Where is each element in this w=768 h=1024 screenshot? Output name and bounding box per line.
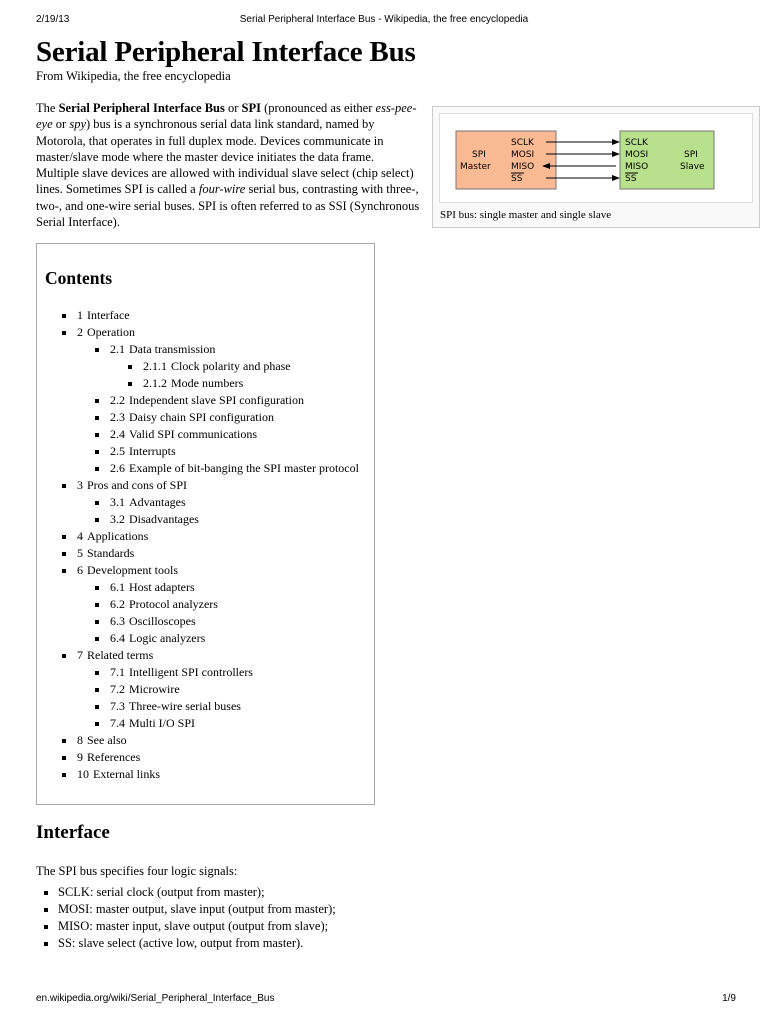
list-item: MOSI: master output, slave input (output from master); [36, 901, 336, 918]
toc-label: Logic analyzers [129, 631, 206, 645]
toc-item [37, 307, 374, 324]
master-label-spi: SPI [472, 150, 486, 160]
toc-number: 6.3 [110, 614, 125, 628]
toc-number: 1 [77, 308, 83, 322]
toc-number: 3.2 [110, 512, 125, 526]
print-header [0, 6, 768, 26]
toc-item [37, 698, 374, 715]
toc-link[interactable] [110, 512, 199, 526]
toc-link[interactable] [110, 393, 304, 407]
toc-label: Advantages [129, 495, 186, 509]
toc-number: 2.4 [110, 427, 125, 441]
ss-arrowhead-icon [612, 175, 620, 181]
toc-number: 10 [77, 767, 89, 781]
toc-item [37, 528, 374, 545]
toc-number: 6 [77, 563, 83, 577]
lead-paragraph [36, 100, 420, 230]
list-item: SCLK: serial clock (output from master); [36, 884, 336, 901]
slave-label-slave: Slave [680, 162, 705, 172]
toc-label: Independent slave SPI configuration [129, 393, 304, 407]
sclk-arrowhead-icon [612, 139, 620, 145]
toc-item [37, 613, 374, 630]
toc-label: See also [87, 733, 127, 747]
toc-label: Host adapters [129, 580, 195, 594]
toc-item [37, 341, 374, 358]
toc-item [37, 664, 374, 681]
toc-number: 2.1 [110, 342, 125, 356]
lead-text: The [36, 101, 59, 115]
toc-label: Valid SPI communications [129, 427, 257, 441]
list-item: MISO: master input, slave output (output from slave); [36, 918, 336, 935]
toc-link[interactable] [110, 716, 195, 730]
slave-pin-miso: MISO [625, 162, 649, 172]
toc-link[interactable] [110, 342, 215, 356]
toc-link[interactable] [77, 733, 127, 747]
lead-pronunciation: ess-pee-eye [36, 101, 417, 132]
slave-pin-ss: SS [625, 174, 637, 184]
table-of-contents [36, 243, 375, 805]
slave-pin-mosi: MOSI [625, 150, 649, 160]
toc-label: Interface [87, 308, 130, 322]
toc-number: 7.3 [110, 699, 125, 713]
toc-number: 3 [77, 478, 83, 492]
toc-label: Applications [87, 529, 149, 543]
toc-label: Pros and cons of SPI [87, 478, 188, 492]
spi-diagram-svg [440, 114, 752, 202]
toc-link[interactable] [110, 580, 195, 594]
figure-caption: SPI bus: single master and single slave [440, 209, 612, 221]
lead-text: serial bus, contrasting with three-, two-, and one-wire serial buses. SPI is often referred to as SSI (Synchronous Serial Interface). [36, 182, 420, 230]
toc-label: Clock polarity and phase [171, 359, 291, 373]
master-label-master: Master [460, 162, 491, 172]
toc-link[interactable] [110, 665, 253, 679]
toc-item [37, 375, 374, 392]
toc-item [37, 562, 374, 579]
lead-italic-term: four-wire [198, 182, 246, 197]
lead-bold-abbrev: SPI [241, 101, 261, 115]
toc-item [37, 477, 374, 494]
toc-item [37, 358, 374, 375]
toc-label: Intelligent SPI controllers [129, 665, 253, 679]
toc-item [37, 511, 374, 528]
master-pin-miso: MISO [511, 162, 535, 172]
slave-pin-sclk: SCLK [625, 138, 648, 148]
toc-item [37, 460, 374, 477]
master-pin-sclk: SCLK [511, 138, 534, 148]
toc-item [37, 766, 374, 783]
toc-link[interactable] [77, 308, 130, 322]
mosi-arrowhead-icon [612, 151, 620, 157]
lead-bold-term: Serial Peripheral Interface Bus [58, 101, 225, 115]
toc-link[interactable] [77, 648, 153, 662]
toc-number: 7 [77, 648, 83, 662]
toc-number: 2.1.1 [143, 359, 167, 373]
figure-thumbnail [432, 106, 760, 228]
section-heading-interface: Interface [36, 822, 110, 843]
print-page-number: 1/9 [722, 993, 736, 1004]
toc-label: Development tools [87, 563, 178, 577]
toc-item [37, 596, 374, 613]
toc-link[interactable] [110, 444, 176, 458]
toc-number: 9 [77, 750, 83, 764]
toc-label: References [87, 750, 141, 764]
toc-item [37, 494, 374, 511]
toc-number: 7.1 [110, 665, 125, 679]
toc-link[interactable] [110, 410, 274, 424]
toc-link[interactable] [77, 563, 178, 577]
toc-number: 6.4 [110, 631, 125, 645]
toc-link[interactable] [110, 427, 257, 441]
master-pin-ss: SS [511, 174, 523, 184]
toc-item [37, 630, 374, 647]
print-url: en.wikipedia.org/wiki/Serial_Peripheral_Interface_Bus [36, 993, 275, 1004]
slave-label-spi: SPI [684, 150, 698, 160]
toc-link[interactable] [77, 325, 135, 339]
toc-item [37, 681, 374, 698]
toc-number: 6.2 [110, 597, 125, 611]
print-footer [0, 993, 768, 1011]
toc-link[interactable] [77, 478, 187, 492]
toc-item [37, 545, 374, 562]
toc-item [37, 392, 374, 409]
toc-item [37, 715, 374, 732]
toc-list [37, 307, 374, 783]
signal-list [36, 884, 336, 952]
toc-link[interactable] [77, 546, 134, 560]
toc-label: Daisy chain SPI configuration [129, 410, 274, 424]
lead-text: or [224, 101, 242, 115]
toc-label: Standards [87, 546, 135, 560]
toc-number: 2.1.2 [143, 376, 167, 390]
toc-heading: Contents [45, 268, 113, 288]
toc-number: 7.4 [110, 716, 125, 730]
toc-label: External links [93, 767, 160, 781]
section-intro: The SPI bus specifies four logic signals: [36, 864, 238, 878]
toc-item [37, 749, 374, 766]
toc-number: 2.5 [110, 444, 125, 458]
toc-link[interactable] [77, 750, 140, 764]
toc-item [37, 647, 374, 664]
master-box [456, 131, 556, 189]
toc-label: Three-wire serial buses [129, 699, 241, 713]
toc-label: Multi I/O SPI [129, 716, 196, 730]
toc-label: Microwire [129, 682, 180, 696]
toc-item [37, 579, 374, 596]
toc-link[interactable] [110, 597, 218, 611]
toc-number: 2.3 [110, 410, 125, 424]
toc-link[interactable] [143, 376, 243, 390]
toc-link[interactable] [110, 699, 241, 713]
toc-label: Oscilloscopes [129, 614, 196, 628]
toc-link[interactable] [110, 614, 196, 628]
toc-label: Data transmission [129, 342, 216, 356]
toc-link[interactable] [77, 529, 148, 543]
toc-label: Disadvantages [129, 512, 199, 526]
toc-item [37, 443, 374, 460]
toc-number: 2 [77, 325, 83, 339]
toc-label: Protocol analyzers [129, 597, 218, 611]
toc-label: Mode numbers [171, 376, 244, 390]
toc-item [37, 426, 374, 443]
spi-diagram[interactable] [439, 113, 753, 203]
toc-number: 7.2 [110, 682, 125, 696]
site-tagline: From Wikipedia, the free encyclopedia [36, 69, 231, 83]
master-pin-mosi: MOSI [511, 150, 535, 160]
toc-number: 3.1 [110, 495, 125, 509]
toc-item [37, 324, 374, 341]
toc-link[interactable] [77, 767, 160, 781]
toc-label: Interrupts [129, 444, 176, 458]
lead-text: ) bus is a synchronous serial data link standard, named by Motorola, that operates in full duplex mode. Devices communicate in master/slave mode where the master device initiates the data frame. Multiple slave devices are allowed with individual slave select (chip select) lines. Sometimes SPI is called a [36, 117, 414, 197]
lead-pronunciation: spy [69, 117, 86, 132]
toc-number: 6.1 [110, 580, 125, 594]
toc-number: 4 [77, 529, 83, 543]
toc-link[interactable] [110, 461, 359, 475]
toc-link[interactable] [110, 682, 180, 696]
print-date: 2/19/13 [36, 14, 70, 25]
page-title: Serial Peripheral Interface Bus [36, 36, 416, 68]
toc-number: 2.6 [110, 461, 125, 475]
toc-number: 5 [77, 546, 83, 560]
toc-label: Example of bit-banging the SPI master protocol [129, 461, 359, 475]
toc-item [37, 732, 374, 749]
toc-label: Operation [87, 325, 135, 339]
lead-text: or [52, 117, 70, 132]
list-item: SS: slave select (active low, output from master). [36, 935, 336, 952]
lead-text: (pronounced as either [260, 101, 376, 115]
toc-item [37, 409, 374, 426]
toc-link[interactable] [143, 359, 291, 373]
toc-label: Related terms [87, 648, 154, 662]
print-page-title: Serial Peripheral Interface Bus - Wikipedia, the free encyclopedia [239, 14, 529, 25]
toc-number: 8 [77, 733, 83, 747]
toc-link[interactable] [110, 495, 186, 509]
toc-link[interactable] [110, 631, 205, 645]
toc-number: 2.2 [110, 393, 125, 407]
